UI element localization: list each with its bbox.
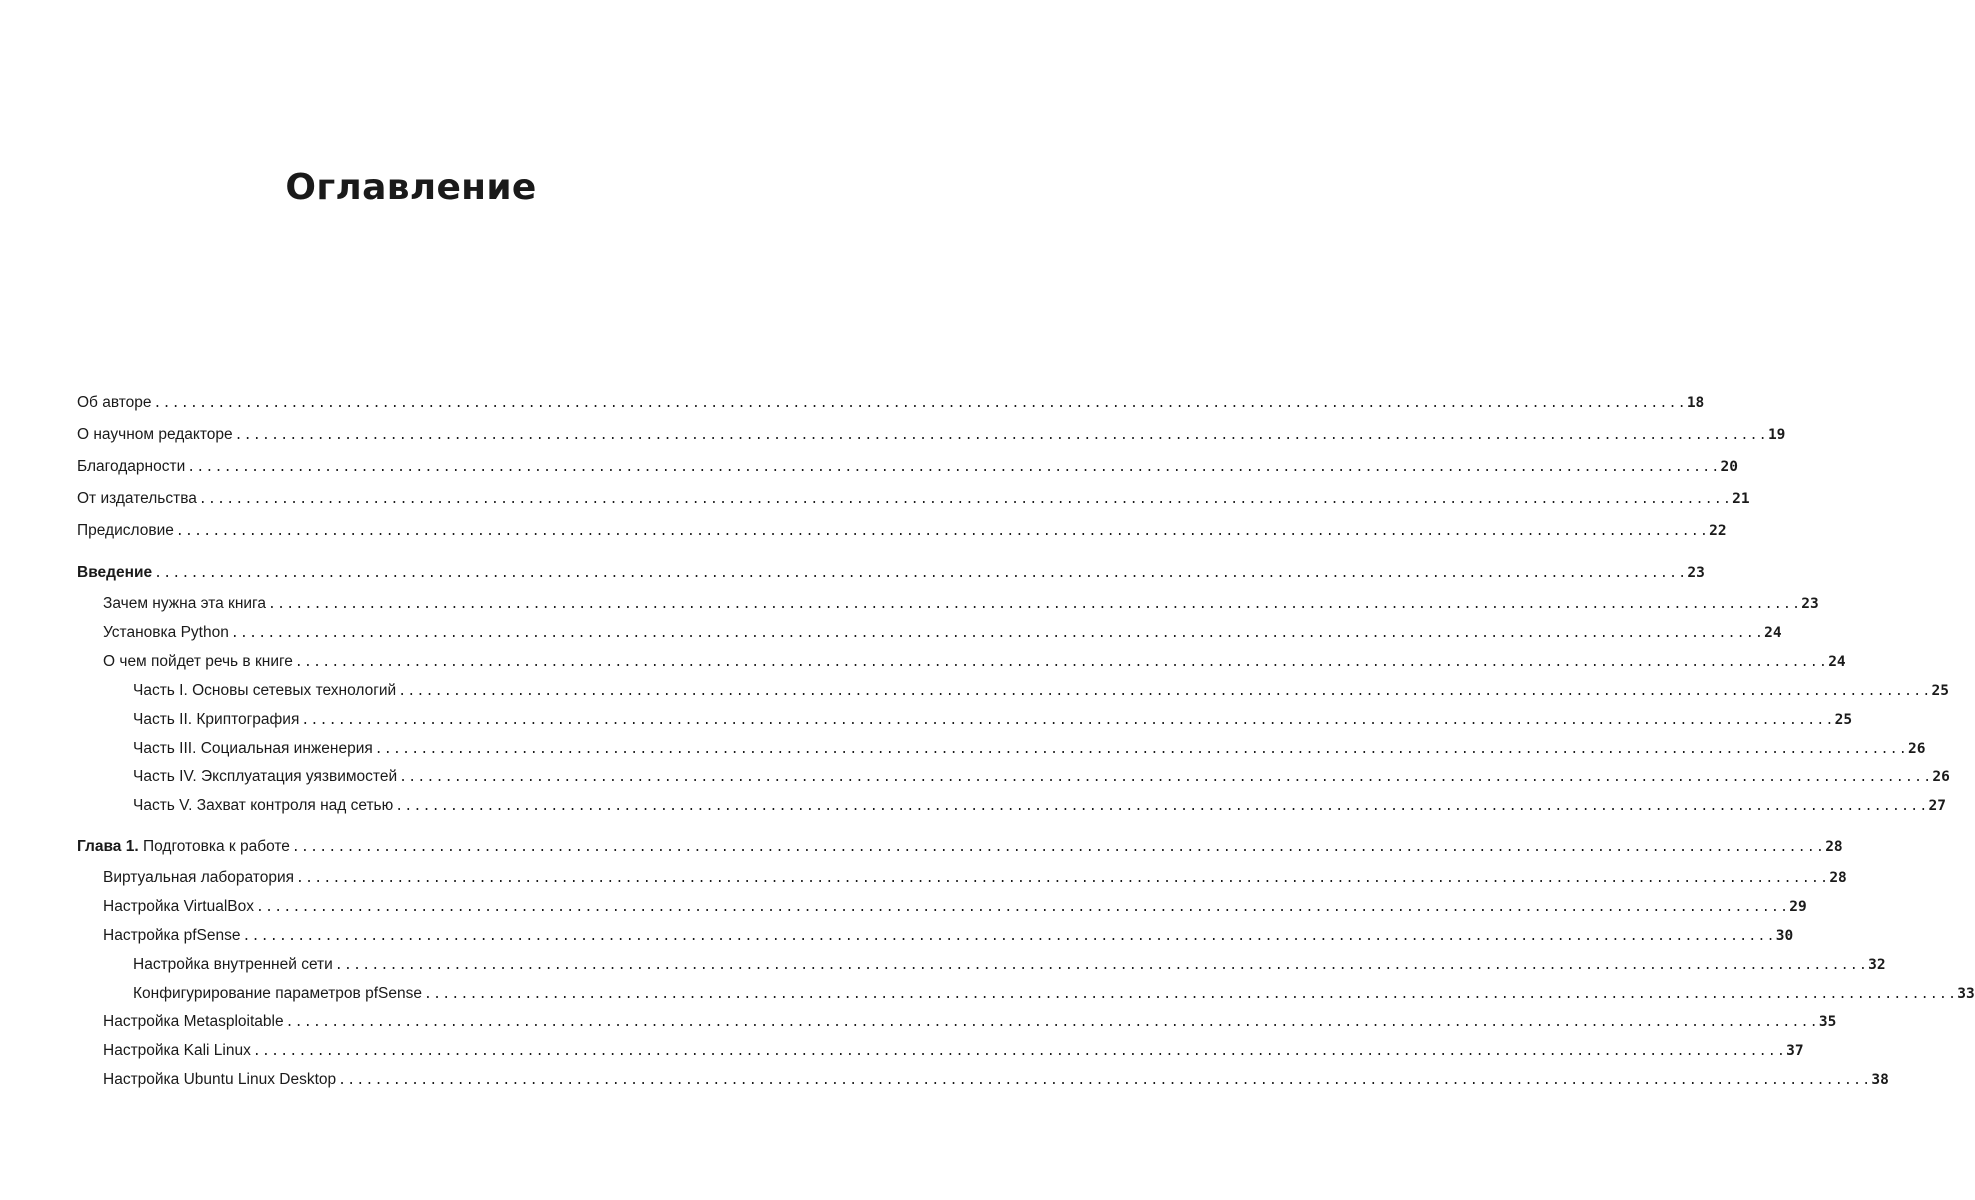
dot-leader: ........................................................................................................................................................................	[398, 684, 1932, 699]
toc-entry-why-book[interactable]	[103, 592, 1819, 616]
page-title: Оглавление	[285, 167, 537, 209]
toc-page-number: 21	[1732, 491, 1750, 507]
toc-page-number: 24	[1828, 654, 1846, 670]
toc-entry-part-3[interactable]	[133, 737, 1926, 761]
toc-page-number: 25	[1834, 712, 1853, 728]
chapter-prefix: Глава 1.	[77, 838, 139, 855]
dot-leader: ........................................................................................................................................................................	[268, 597, 1802, 612]
toc-entry-label: Благодарности	[77, 458, 186, 475]
dot-leader: ........................................................................................................................................................................	[187, 460, 1721, 475]
toc-page-number: 20	[1720, 459, 1738, 475]
toc-page-number: 27	[1928, 798, 1947, 814]
dot-leader: ........................................................................................................................................................................	[153, 396, 1687, 411]
toc-entry-label: Установка Python	[103, 624, 229, 641]
toc-page-number: 35	[1818, 1014, 1837, 1030]
toc-entry-label: Предисловие	[77, 522, 174, 539]
toc-page-number: 19	[1767, 427, 1786, 443]
toc-page-number: 23	[1687, 565, 1705, 581]
dot-leader: ........................................................................................................................................................................	[175, 524, 1710, 539]
dot-leader: ........................................................................................................................................................................	[154, 566, 1688, 581]
toc-page-number: 24	[1764, 625, 1782, 641]
toc-entry-label: Зачем нужна эта книга	[103, 595, 266, 612]
toc-entry-label: О научном редакторе	[77, 426, 233, 443]
toc-entry-part-2[interactable]	[133, 708, 1853, 732]
dot-leader: ........................................................................................................................................................................	[294, 655, 1829, 670]
toc-entry-label: Настройка Ubuntu Linux Desktop	[103, 1071, 337, 1088]
dot-leader: ........................................................................................................................................................................	[334, 958, 1869, 973]
toc-entry-pfsense-config[interactable]	[133, 982, 1975, 1006]
toc-entry-label: Часть V. Захват контроля над сетью	[133, 797, 394, 814]
toc-entry-pfsense[interactable]	[103, 924, 1794, 948]
dot-leader: ........................................................................................................................................................................	[423, 987, 1958, 1002]
toc-entry-label: Часть I. Основы сетевых технологий	[133, 682, 397, 699]
toc-entry-label: Настройка pfSense	[103, 927, 241, 944]
dot-leader: ........................................................................................................................................................................	[374, 742, 1909, 757]
dot-leader: ........................................................................................................................................................................	[395, 799, 1929, 814]
toc-entry-label: Часть II. Криптография	[133, 711, 300, 728]
toc-entry-label: Настройка Kali Linux	[103, 1042, 251, 1059]
toc-entry-ubuntu-desktop[interactable]	[103, 1068, 1889, 1092]
toc-page-number: 38	[1871, 1072, 1889, 1088]
toc-page-number: 32	[1868, 957, 1886, 973]
toc-entry-part-1[interactable]	[133, 679, 1949, 703]
toc-entry-label: Виртуальная лаборатория	[103, 869, 295, 886]
toc-entry-metasploitable[interactable]	[103, 1010, 1837, 1034]
toc-page-number: 30	[1775, 928, 1794, 944]
toc-page-number: 23	[1801, 596, 1819, 612]
toc-entry-label: Конфигурирование параметров pfSense	[133, 985, 422, 1002]
dot-leader: ........................................................................................................................................................................	[255, 900, 1790, 915]
toc-page-number: 28	[1825, 839, 1843, 855]
toc-entry-label: Настройка Metasploitable	[103, 1013, 284, 1030]
toc-entry-label: Введение	[77, 564, 153, 581]
dot-leader: ........................................................................................................................................................................	[234, 428, 1768, 443]
toc-page-number: 37	[1786, 1043, 1804, 1059]
toc-entry-label	[77, 835, 290, 859]
toc-page-number: 29	[1789, 899, 1807, 915]
dot-leader: ........................................................................................................................................................................	[242, 929, 1776, 944]
dot-leader: ........................................................................................................................................................................	[296, 871, 1830, 886]
toc-entry-label: Настройка VirtualBox	[103, 898, 254, 915]
toc-entry-label: Настройка внутренней сети	[133, 956, 333, 973]
chapter-title: Подготовка к работе	[142, 838, 290, 855]
toc-entry-label: Часть IV. Эксплуатация уязвимостей	[133, 768, 398, 785]
toc-entry-acknowledgements[interactable]	[77, 455, 1738, 479]
dot-leader: ........................................................................................................................................................................	[252, 1044, 1787, 1059]
toc-entry-book-topics[interactable]	[103, 650, 1846, 674]
toc-entry-science-editor[interactable]	[77, 423, 1786, 447]
toc-page-number: 26	[1932, 769, 1950, 785]
toc-entry-preface[interactable]	[77, 519, 1727, 543]
toc-entry-virtual-lab[interactable]	[103, 866, 1847, 890]
toc-entry-label: Часть III. Социальная инженерия	[133, 740, 373, 757]
dot-leader: ........................................................................................................................................................................	[230, 626, 1765, 641]
dot-leader: ........................................................................................................................................................................	[285, 1015, 1819, 1030]
toc-page-number: 28	[1829, 870, 1847, 886]
toc-entry-install-python[interactable]	[103, 621, 1782, 645]
toc-entry-introduction[interactable]	[77, 561, 1705, 585]
dot-leader: ........................................................................................................................................................................	[301, 713, 1835, 728]
toc-entry-kali-linux[interactable]	[103, 1039, 1804, 1063]
toc-page-number: 25	[1931, 683, 1949, 699]
toc-page-number: 33	[1957, 986, 1975, 1002]
dot-leader: ........................................................................................................................................................................	[198, 492, 1733, 507]
dot-leader: ........................................................................................................................................................................	[399, 770, 1933, 785]
toc-entry-part-4[interactable]	[133, 765, 1950, 789]
toc-entry-chapter-1[interactable]	[77, 835, 1843, 859]
dot-leader: ........................................................................................................................................................................	[338, 1073, 1872, 1088]
toc-page-number: 18	[1686, 395, 1705, 411]
dot-leader: ........................................................................................................................................................................	[291, 840, 1826, 855]
toc-entry-from-publisher[interactable]	[77, 487, 1750, 511]
toc-entry-internal-network[interactable]	[133, 953, 1886, 977]
toc-entry-label: От издательства	[77, 490, 197, 507]
toc-entry-about-author[interactable]	[77, 391, 1705, 415]
toc-entry-virtualbox[interactable]	[103, 895, 1807, 919]
toc-entry-label: О чем пойдет речь в книге	[103, 653, 293, 670]
toc-entry-label: Об авторе	[77, 394, 152, 411]
toc-page-number: 26	[1908, 741, 1926, 757]
toc-entry-part-5[interactable]	[133, 794, 1947, 818]
toc-page-number: 22	[1709, 523, 1727, 539]
